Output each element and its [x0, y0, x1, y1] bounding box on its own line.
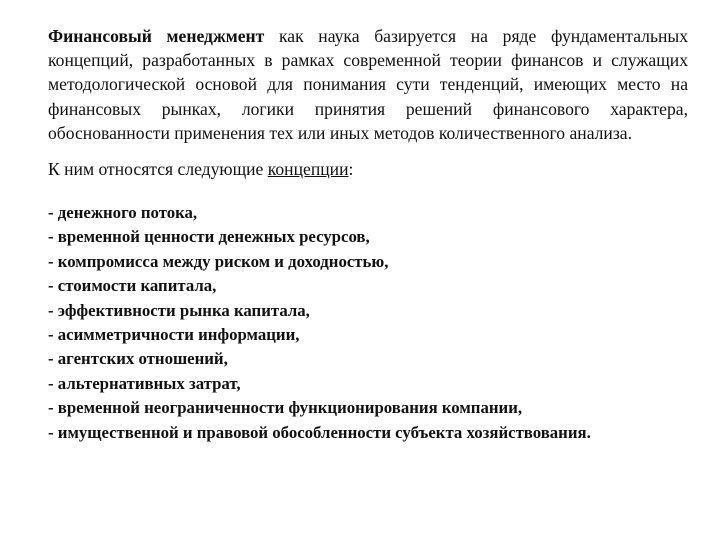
concept-item: - имущественной и правовой обособленности субъекта хозяйствования.	[48, 422, 591, 442]
lead-prefix: К ним относятся следующие	[48, 159, 268, 180]
concepts-lead	[48, 157, 688, 181]
concept-item: - агентских отношений,	[48, 349, 228, 369]
concept-item: - эффективности рынка капитала,	[48, 300, 310, 320]
concepts-list	[48, 201, 688, 445]
concept-item: - компромисса между риском и доходностью,	[48, 251, 389, 271]
concept-item: - временной неограниченности функционирования компании,	[48, 398, 523, 418]
intro-paragraph	[48, 24, 688, 145]
lead-suffix: :	[348, 159, 354, 180]
slide-content	[48, 24, 688, 445]
concept-item: - асимметричности информации,	[48, 325, 300, 345]
lead-underlined-term: концепции	[267, 159, 349, 180]
concept-item: - альтернативных затрат,	[48, 373, 241, 393]
intro-bold-term: Финансовый менеджмент	[48, 26, 265, 46]
intro-text: как наука базируется на ряде фундаментальных концепций, разработанных в рамках современной теории финансов и служащих методологической основой для понимания сути тенденций, имеющих место на финансовых рынках, логики принятия решений финансового характера, обоснованности применения тех или иных методов количественного анализа.	[48, 26, 688, 143]
concept-item: - стоимости капитала,	[48, 276, 217, 296]
concept-item: - денежного потока,	[48, 203, 198, 223]
concept-item: - временной ценности денежных ресурсов,	[48, 227, 370, 247]
